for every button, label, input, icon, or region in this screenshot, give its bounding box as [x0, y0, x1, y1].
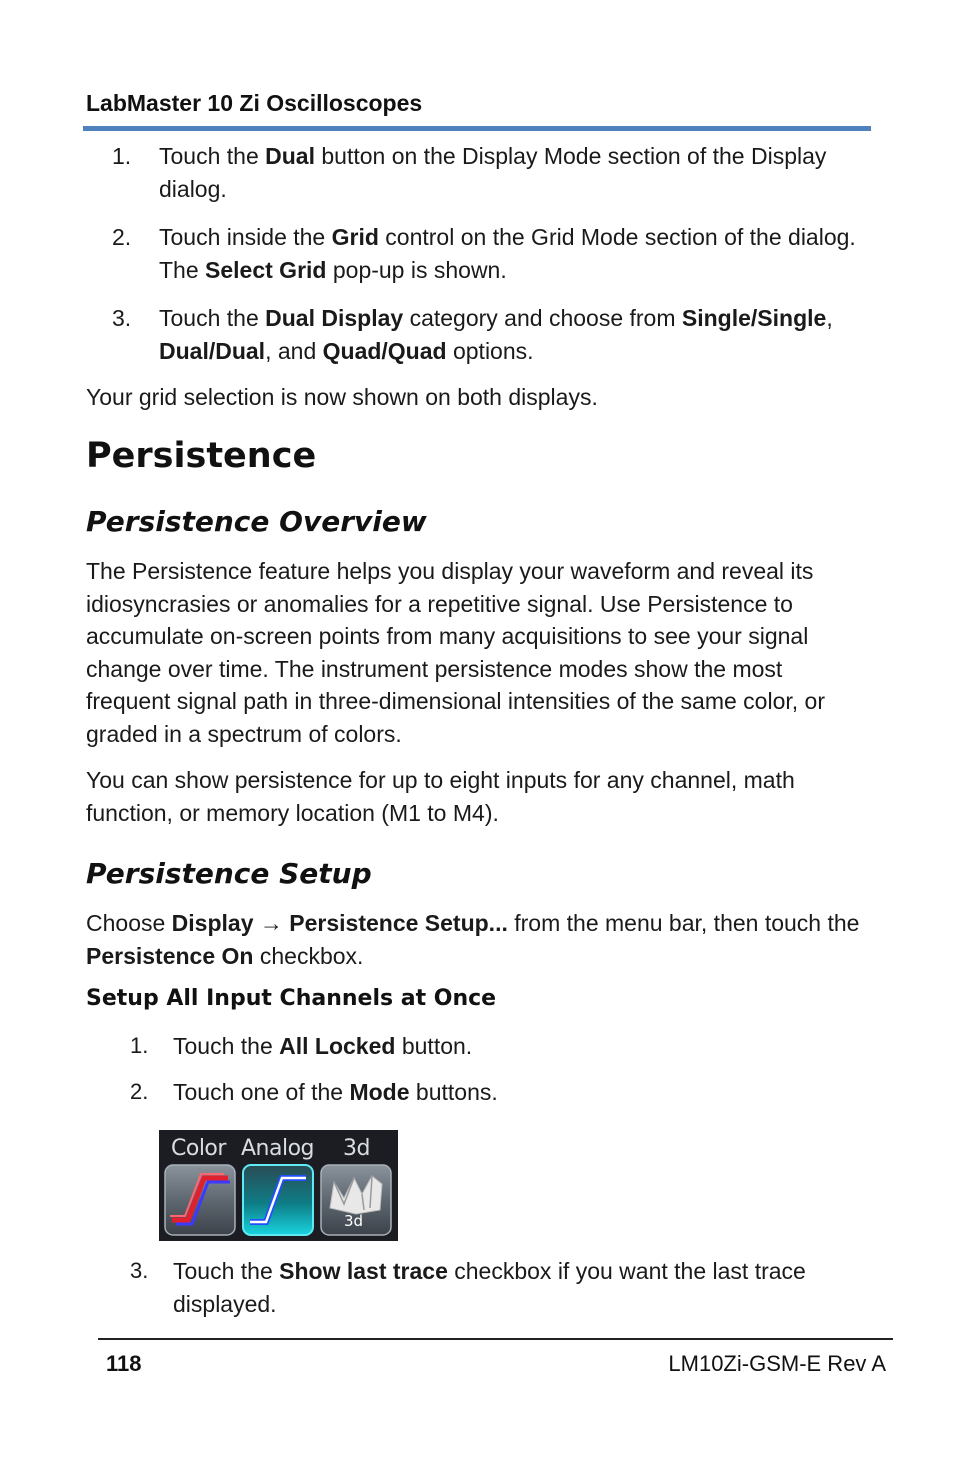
document-id: LM10Zi-GSM-E Rev A — [668, 1351, 886, 1376]
header-rule — [83, 126, 871, 131]
setup-heading: Persistence Setup — [86, 857, 372, 890]
step-number: 3. — [112, 305, 132, 331]
persistence-mode-panel — [159, 1130, 398, 1241]
substep-number: 2. — [130, 1079, 149, 1104]
step-number: 2. — [112, 224, 132, 250]
color-persistence-icon — [164, 1164, 236, 1236]
substep-text: Touch the All Locked button. — [173, 1033, 473, 1059]
step-text: Touch the Dual Display category and choose from Single/Single, Dual/Dual, and Quad/Quad options. — [159, 305, 833, 364]
analog-mode-button[interactable] — [242, 1164, 314, 1236]
3d-badge: 3d — [344, 1212, 364, 1230]
step-text: Touch the Dual button on the Display Mode section of the Display dialog. — [159, 143, 827, 202]
overview-paragraph-2: You can show persistence for up to eight inputs for any channel, math function, or memory location (M1 to M4). — [86, 767, 795, 826]
running-header: LabMaster 10 Zi Oscilloscopes — [86, 90, 423, 116]
grid-note: Your grid selection is now shown on both displays. — [86, 384, 598, 410]
section-title: Persistence — [86, 436, 317, 476]
overview-paragraph: The Persistence feature helps you display your waveform and reveal its idiosyncrasies or anomalies for a repetitive signal. Use Persistence to accumulate on-screen points from many acquisitions to see your signal change over time. The instrument persistence modes show the most frequent signal path in three-dimensional intensities of the same color, or graded in a spectrum of colors. — [86, 558, 825, 747]
substep-text: Touch one of the Mode buttons. — [173, 1079, 498, 1105]
analog-persistence-icon — [242, 1164, 314, 1236]
overview-heading: Persistence Overview — [86, 505, 427, 538]
color-mode-button[interactable] — [164, 1164, 236, 1236]
mode-label-analog: Analog — [241, 1136, 315, 1161]
mode-label-3d: 3d — [343, 1136, 370, 1161]
footer-rule — [98, 1338, 893, 1340]
3d-mode-button[interactable] — [320, 1164, 392, 1236]
substep-text: Touch the Show last trace checkbox if you want the last trace displayed. — [173, 1258, 806, 1317]
substep-number: 3. — [130, 1258, 149, 1283]
step-number: 1. — [112, 143, 132, 169]
page-number: 118 — [106, 1351, 142, 1376]
setup-paragraph: Choose Display → Persistence Setup... from the menu bar, then touch the Persistence On checkbox. — [86, 910, 860, 969]
step-text: Touch inside the Grid control on the Grid Mode section of the dialog. The Select Grid pop-up is shown. — [159, 224, 856, 283]
mode-label-color: Color — [171, 1136, 226, 1161]
all-channels-heading: Setup All Input Channels at Once — [86, 986, 497, 1011]
substep-number: 1. — [130, 1033, 149, 1058]
